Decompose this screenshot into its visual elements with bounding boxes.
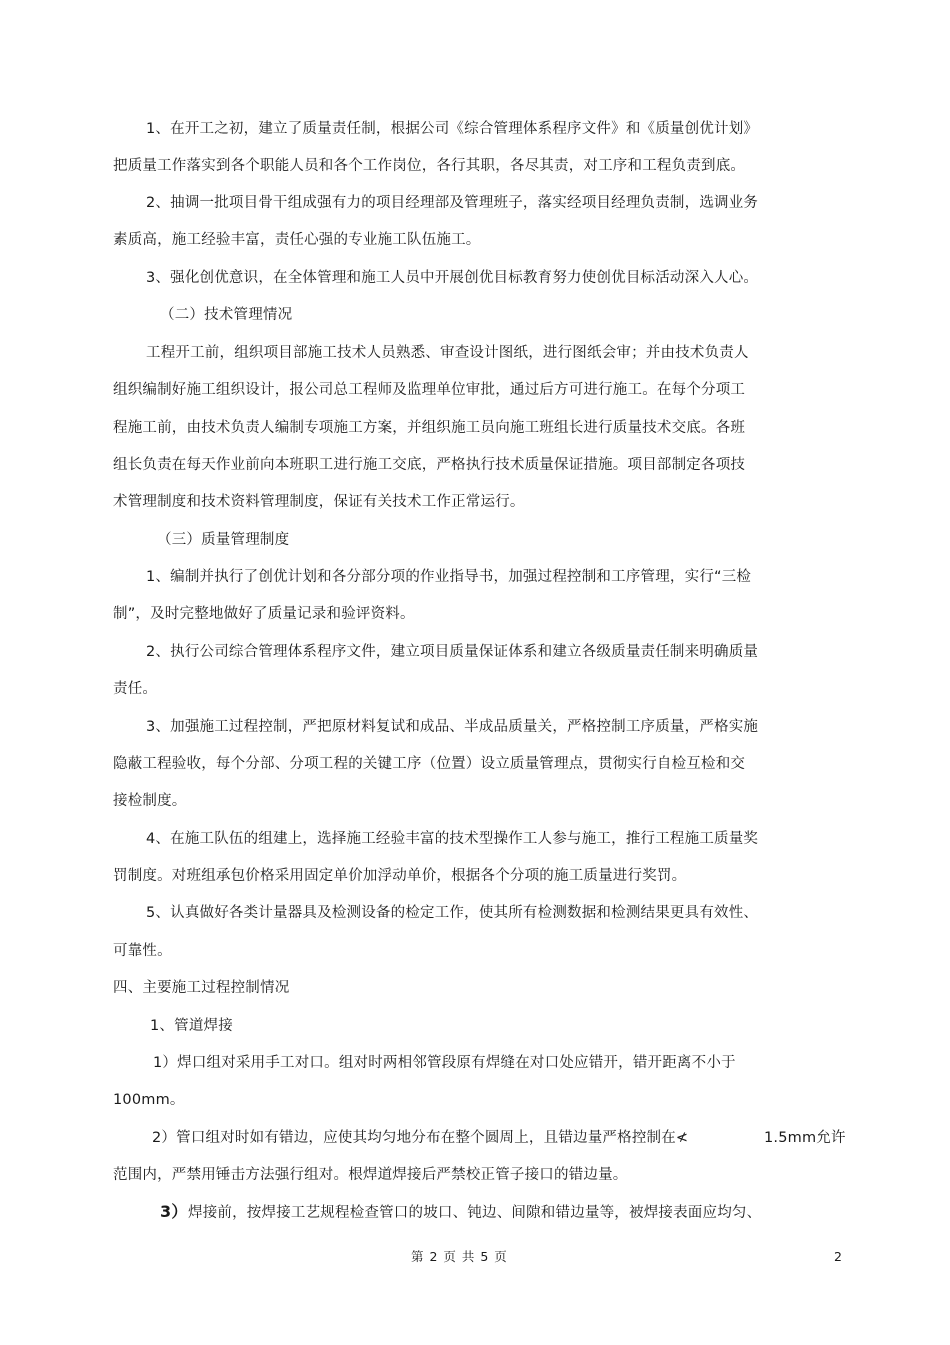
paragraph-line: 组织编制好施工组织设计，报公司总工程师及监理单位审批，通过后方可进行施工。在每个分项工	[113, 382, 746, 398]
paragraph-line: 组长负责在每天作业前向本班职工进行施工交底，严格执行技术质量保证措施。项目部制定各项技	[113, 457, 746, 473]
subsection-heading: 1、管道焊接	[150, 1018, 233, 1034]
paragraph-line: 1、在开工之初，建立了质量责任制，根据公司《综合管理体系程序文件》和《质量创优计划》	[146, 121, 759, 137]
paragraph-line: 范围内，严禁用锤击方法强行组对。根焊道焊接后严禁校正管子接口的错边量。	[113, 1167, 628, 1183]
paragraph-line: 2）管口组对时如有错边，应使其均匀地分布在整个圆周上，且错边量严格控制在≮	[152, 1130, 689, 1146]
paragraph-line: 100mm。	[113, 1092, 185, 1108]
paragraph-line: 责任。	[113, 681, 158, 697]
paragraph-line: 隐蔽工程验收，每个分部、分项工程的关键工序（位置）设立质量管理点，贯彻实行自检互检和交	[113, 756, 746, 772]
paragraph-line: 接检制度。	[113, 793, 187, 809]
paragraph-line: 把质量工作落实到各个职能人员和各个工作岗位，各行其职，各尽其责，对工序和工程负责到底。	[113, 158, 746, 174]
paragraph-line: 术管理制度和技术资料管理制度，保证有关技术工作正常运行。	[113, 494, 525, 510]
paragraph-line: 1、编制并执行了创优计划和各分部分项的作业指导书，加强过程控制和工序管理，实行“三检	[146, 569, 752, 585]
paragraph-line: 2、执行公司综合管理体系程序文件，建立项目质量保证体系和建立各级质量责任制来明确质量	[146, 644, 759, 660]
paragraph-line: 4、在施工队伍的组建上，选择施工经验丰富的技术型操作工人参与施工，推行工程施工质量奖	[146, 831, 759, 847]
paragraph-line-tail: 1.5mm允许	[764, 1130, 846, 1146]
paragraph-line: 1）焊口组对采用手工对口。组对时两相邻管段原有焊缝在对口处应错开，错开距离不小于	[153, 1055, 736, 1071]
paragraph-line: 工程开工前，组织项目部施工技术人员熟悉、审查设计图纸，进行图纸会审；并由技术负责人	[146, 345, 749, 361]
paragraph-line: 素质高，施工经验丰富，责任心强的专业施工队伍施工。	[113, 232, 481, 248]
section-heading: （三）质量管理制度	[157, 532, 290, 548]
paragraph-line: 罚制度。对班组承包价格采用固定单价加浮动单价，根据各个分项的施工质量进行奖罚。	[113, 868, 687, 884]
paragraph-line: 5、认真做好各类计量器具及检测设备的检定工作，使其所有检测数据和检测结果更具有效性、	[146, 905, 759, 921]
paragraph-line: 制”，及时完整地做好了质量记录和验评资料。	[113, 606, 415, 622]
paragraph-line: 焊接前，按焊接工艺规程检查管口的坡口、钝边、间隙和错边量等，被焊接表面应均匀、	[188, 1205, 762, 1221]
paragraph-line: 3、强化创优意识，在全体管理和施工人员中开展创优目标教育努力使创优目标活动深入人心。	[146, 270, 759, 286]
paragraph-line: 可靠性。	[113, 943, 172, 959]
page-counter: 第 2 页 共 5 页	[411, 1249, 508, 1264]
paragraph-line: 2、抽调一批项目骨干组成强有力的项目经理部及管理班子，落实经项目经理负责制，选调业务	[146, 195, 759, 211]
section-heading: （二）技术管理情况	[160, 307, 293, 323]
section-heading: 四、主要施工过程控制情况	[113, 980, 290, 996]
paragraph-line: 3、加强施工过程控制，严把原材料复试和成品、半成品质量关，严格控制工序质量，严格实施	[146, 719, 759, 735]
page-number: 2	[834, 1249, 843, 1264]
paragraph-line: 程施工前，由技术负责人编制专项施工方案，并组织施工员向施工班组长进行质量技术交底。各班	[113, 420, 746, 436]
list-number: 3）	[160, 1202, 188, 1221]
